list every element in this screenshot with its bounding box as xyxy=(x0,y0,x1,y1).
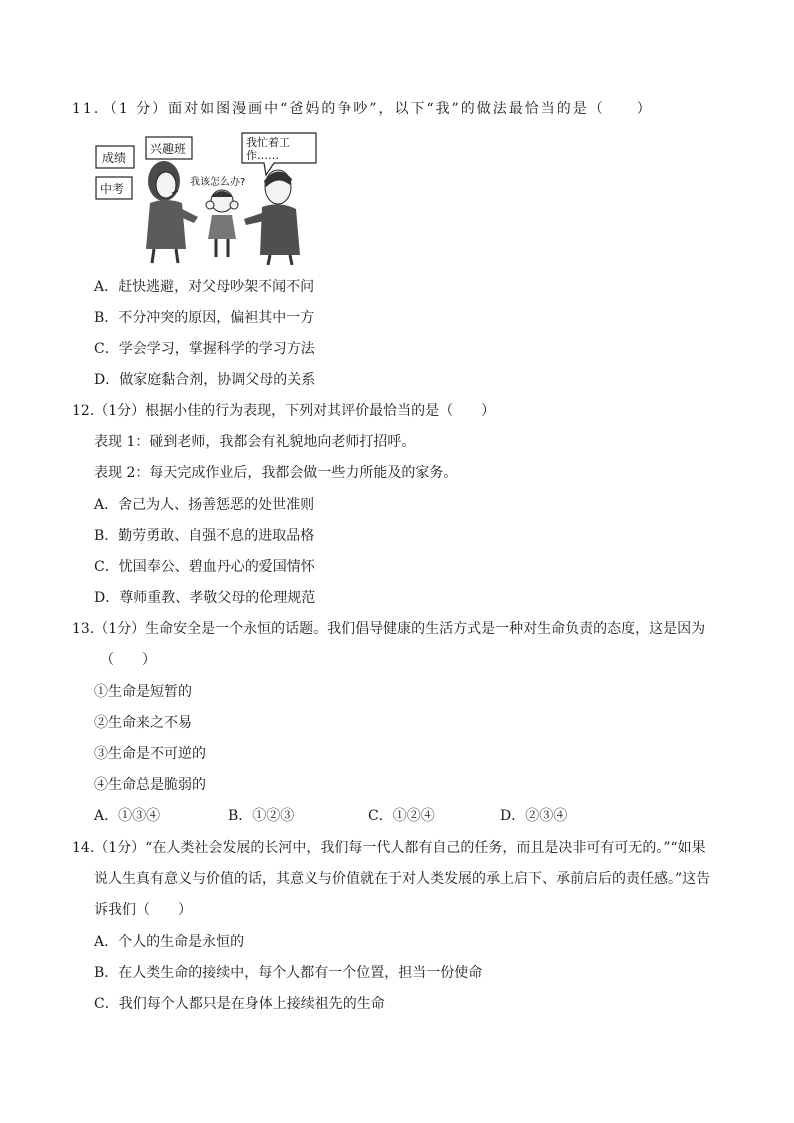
question-13-title-cont: （ ） xyxy=(100,652,156,668)
q13-statement-1: ①生命是短暂的 xyxy=(94,684,192,700)
q12-option-c: C．忧国奉公、碧血丹心的爱国情怀 xyxy=(94,559,315,575)
q13-statement-3: ③生命是不可逆的 xyxy=(94,746,206,762)
bubble-busy-text-2: 作…… xyxy=(246,149,279,162)
question-14-title-line2: 说人生真有意义与价值的话，其意义与价值就在于对人类发展的承上启下、承前启后的责任感。”这告 xyxy=(94,871,711,887)
q13-choice-c: C．①②④ xyxy=(368,808,435,824)
child-figure xyxy=(206,190,238,257)
q14-option-a: A．个人的生命是永恒的 xyxy=(94,934,245,950)
question-14-title-line3: 诉我们（ ） xyxy=(94,902,192,918)
question-13-title: 13.（1分）生命安全是一个永恒的话题。我们倡导健康的生活方式是一种对生命负责的态度，这是因为 xyxy=(72,621,706,637)
q11-option-a: A．赶快逃避，对父母吵架不闻不问 xyxy=(94,279,315,295)
q12-option-b: B．勤劳勇敢、自强不息的进取品格 xyxy=(94,528,315,544)
q13-choice-a: A．①③④ xyxy=(94,808,161,824)
q12-stem-1: 表现 1：碰到老师，我都会有礼貌地向老师打招呼。 xyxy=(94,434,416,450)
q13-choice-d: D．②③④ xyxy=(500,808,568,824)
q12-stem-2: 表现 2：每天完成作业后，我都会做一些力所能及的家务。 xyxy=(94,465,458,481)
cartoon-illustration xyxy=(94,131,326,265)
father-figure xyxy=(244,170,300,265)
bubble-exam-text: 中考 xyxy=(100,182,125,196)
q12-option-d: D．尊师重教、孝敬父母的伦理规范 xyxy=(94,590,316,606)
bubble-class-text: 兴趣班 xyxy=(150,142,187,156)
q13-choices xyxy=(94,806,614,828)
q11-option-b: B．不分冲突的原因，偏袒其中一方 xyxy=(94,310,315,326)
q13-statement-4: ④生命总是脆弱的 xyxy=(94,777,206,793)
question-11-title: 11．（1 分）面对如图漫画中“爸妈的争吵”，以下“我”的做法最恰当的是（ ） xyxy=(72,101,653,117)
bubble-score-text: 成绩 xyxy=(102,151,127,165)
question-14-title: 14.（1分）“在人类社会发展的长河中，我们每一代人都有自己的任务，而且是决非可有可无的。”“如果 xyxy=(72,840,706,856)
q11-option-c: C．学会学习，掌握科学的学习方法 xyxy=(94,341,315,357)
q14-option-c: C．我们每个人都只是在身体上接续祖先的生命 xyxy=(94,996,385,1012)
bubble-busy-text-1: 我忙着工 xyxy=(246,136,290,149)
bubble-child-text: 我该怎么办? xyxy=(190,177,246,188)
q11-option-d: D．做家庭黏合剂，协调父母的关系 xyxy=(94,372,316,388)
cartoon-parents-arguing xyxy=(94,131,326,265)
question-12-title: 12.（1分）根据小佳的行为表现，下列对其评价最恰当的是（ ） xyxy=(72,403,496,419)
q12-option-a: A．舍己为人、扬善惩恶的处世准则 xyxy=(94,497,315,513)
q13-statement-2: ②生命来之不易 xyxy=(94,715,192,731)
q13-choice-b: B．①②③ xyxy=(228,808,295,824)
q14-option-b: B．在人类生命的接续中，每个人都有一个位置，担当一份使命 xyxy=(94,965,483,981)
